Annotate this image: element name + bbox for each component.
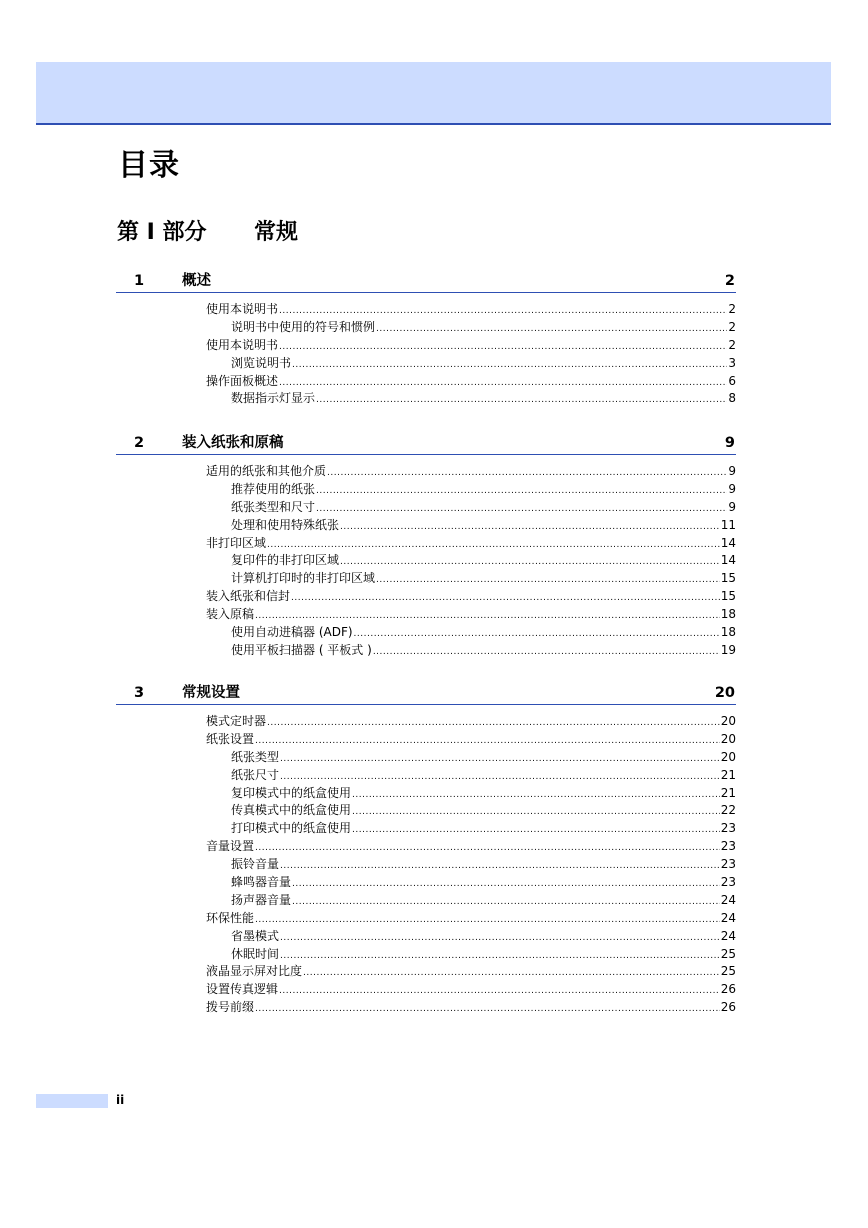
dot-leader <box>340 554 720 572</box>
chapter-heading[interactable] <box>116 270 736 293</box>
toc-entry-page: 23 <box>720 857 736 872</box>
toc-entry[interactable] <box>116 481 736 499</box>
toc-entry-title: 装入纸张和信封 <box>206 589 291 604</box>
chapter-heading[interactable] <box>116 432 736 455</box>
dot-leader <box>292 876 720 894</box>
dot-leader <box>316 392 727 410</box>
toc-entry-title: 使用本说明书 <box>206 302 279 316</box>
toc-entry-page: 23 <box>720 821 736 836</box>
toc-entry-title: 操作面板概述 <box>206 373 279 388</box>
toc-entry[interactable] <box>116 517 736 535</box>
toc-entry[interactable] <box>116 874 736 892</box>
toc-entry[interactable] <box>116 802 736 820</box>
chapter-page: 2 <box>724 273 735 289</box>
toc-entry-page: 14 <box>720 535 736 550</box>
chapter-title: 常规设置 <box>182 685 240 701</box>
chapter-1 <box>116 270 736 408</box>
toc-entry-title: 纸张类型 <box>231 749 280 764</box>
footer-bar <box>36 1094 108 1108</box>
toc-entry[interactable] <box>116 319 736 337</box>
toc-entry-page: 18 <box>720 625 736 640</box>
chapter-3 <box>116 682 736 1017</box>
dot-leader <box>255 1001 720 1019</box>
toc-entry-title: 浏览说明书 <box>231 355 292 370</box>
toc-entry[interactable] <box>116 570 736 588</box>
toc-entry-page: 3 <box>728 355 736 370</box>
toc-entry-page: 8 <box>728 391 736 406</box>
chapter-number: 1 <box>134 273 145 289</box>
entry-list <box>116 463 736 660</box>
page-number: ii <box>116 1093 125 1107</box>
toc-entry[interactable] <box>116 820 736 838</box>
dot-leader <box>352 804 720 822</box>
toc-entry[interactable] <box>116 981 736 999</box>
toc-entry-title: 使用本说明书 <box>206 337 279 352</box>
toc-entry-title: 打印模式中的纸盒使用 <box>231 821 352 836</box>
toc-entry[interactable] <box>116 999 736 1017</box>
dot-leader <box>280 948 720 966</box>
chapter-title: 装入纸张和原稿 <box>182 435 284 451</box>
toc-entry-page: 24 <box>720 892 736 907</box>
toc-entry[interactable] <box>116 963 736 981</box>
dot-leader <box>255 733 720 751</box>
toc-entry[interactable] <box>116 463 736 481</box>
dot-leader <box>280 930 720 948</box>
toc-entry-title: 扬声器音量 <box>231 892 292 907</box>
dot-leader <box>352 787 720 805</box>
toc-entry-title: 传真模式中的纸盒使用 <box>231 803 352 818</box>
part-name: 常规 <box>254 220 299 245</box>
toc-entry-title: 休眠时间 <box>231 946 280 961</box>
toc-entry[interactable] <box>116 624 736 642</box>
toc-entry-page: 9 <box>728 464 736 478</box>
toc-entry-title: 复印模式中的纸盒使用 <box>231 785 352 800</box>
chapter-2 <box>116 432 736 660</box>
toc-entry-title: 液晶显示屏对比度 <box>206 964 303 979</box>
toc-entry[interactable] <box>116 355 736 373</box>
toc-entry[interactable] <box>116 606 736 624</box>
toc-entry-title: 纸张类型和尺寸 <box>231 499 316 514</box>
toc-entry[interactable] <box>116 749 736 767</box>
dot-leader <box>291 590 720 608</box>
toc-entry-title: 使用平板扫描器 ( 平板式 ) <box>231 642 372 657</box>
toc-entry-page: 24 <box>720 928 736 943</box>
toc-entry-title: 设置传真逻辑 <box>206 982 279 997</box>
dot-leader <box>292 894 720 912</box>
dot-leader <box>267 715 720 733</box>
toc-entry-title: 拨号前缀 <box>206 1000 255 1015</box>
toc-entry[interactable] <box>116 373 736 391</box>
dot-leader <box>279 983 720 1001</box>
dot-leader <box>327 465 727 483</box>
toc-entry-page: 20 <box>720 714 736 728</box>
toc-entry-page: 14 <box>720 553 736 568</box>
chapter-page: 20 <box>714 685 735 701</box>
toc-entry-page: 23 <box>720 875 736 890</box>
toc-entry[interactable] <box>116 301 736 319</box>
dot-leader <box>303 965 720 983</box>
toc-entry-page: 21 <box>720 785 736 800</box>
toc-entry[interactable] <box>116 713 736 731</box>
toc-entry-title: 纸张设置 <box>206 731 255 746</box>
chapter-number: 2 <box>134 435 145 451</box>
toc-entry[interactable] <box>116 892 736 910</box>
toc-entry[interactable] <box>116 910 736 928</box>
toc-entry-title: 使用自动进稿器 (ADF) <box>231 625 353 640</box>
dot-leader <box>292 357 727 375</box>
toc-entry-page: 11 <box>720 517 736 532</box>
toc-entry-page: 2 <box>728 319 736 334</box>
toc-entry-title: 复印件的非打印区域 <box>231 553 340 568</box>
dot-leader <box>255 840 720 858</box>
toc-entry-title: 数据指示灯显示 <box>231 391 316 406</box>
toc-entry[interactable] <box>116 928 736 946</box>
toc-entry-title: 纸张尺寸 <box>231 767 280 782</box>
toc-entry-page: 6 <box>728 373 736 388</box>
toc-entry[interactable] <box>116 731 736 749</box>
toc-entry-page: 23 <box>720 839 736 854</box>
toc-entry-page: 20 <box>720 731 736 746</box>
toc-entry[interactable] <box>116 552 736 570</box>
toc-entry-page: 19 <box>720 642 736 657</box>
dot-leader <box>376 321 727 339</box>
toc-entry[interactable] <box>116 588 736 606</box>
dot-leader <box>352 822 720 840</box>
toc-entry-title: 环保性能 <box>206 910 255 925</box>
toc-entry-title: 振铃音量 <box>231 857 280 872</box>
toc-entry[interactable] <box>116 535 736 553</box>
chapter-heading[interactable] <box>116 682 736 705</box>
toc-entry-page: 2 <box>728 337 736 352</box>
dot-leader <box>376 572 720 590</box>
toc-entry[interactable] <box>116 337 736 355</box>
toc-entry-page: 20 <box>720 749 736 764</box>
dot-leader <box>354 626 720 644</box>
entry-list <box>116 713 736 1017</box>
toc-entry-page: 25 <box>720 964 736 979</box>
toc-entry-title: 蜂鸣器音量 <box>231 875 292 890</box>
toc-entry-page: 9 <box>728 481 736 496</box>
toc-entry-title: 模式定时器 <box>206 714 267 728</box>
toc-entry-title: 计算机打印时的非打印区域 <box>231 571 376 586</box>
toc-entry-page: 24 <box>720 910 736 925</box>
chapter-page: 9 <box>724 435 735 451</box>
dot-leader <box>280 751 720 769</box>
toc-entry-page: 18 <box>720 607 736 622</box>
page-title: 目录 <box>118 148 180 183</box>
dot-leader <box>316 483 727 501</box>
dot-leader <box>373 644 720 662</box>
toc-entry-title: 推荐使用的纸张 <box>231 481 316 496</box>
toc-entry-page: 26 <box>720 982 736 997</box>
toc-entry-page: 25 <box>720 946 736 961</box>
toc-entry[interactable] <box>116 946 736 964</box>
dot-leader <box>340 519 720 537</box>
dot-leader <box>280 858 720 876</box>
toc-entry-title: 装入原稿 <box>206 607 255 622</box>
toc-entry[interactable] <box>116 390 736 408</box>
header-band <box>36 62 831 125</box>
dot-leader <box>279 375 727 393</box>
toc-entry-page: 9 <box>728 499 736 514</box>
toc-entry[interactable] <box>116 767 736 785</box>
entry-list <box>116 301 736 408</box>
dot-leader <box>255 912 720 930</box>
part-title <box>117 217 298 249</box>
toc-entry-title: 说明书中使用的符号和惯例 <box>231 319 376 334</box>
toc-entry[interactable] <box>116 499 736 517</box>
toc-entry-title: 适用的纸张和其他介质 <box>206 464 327 478</box>
toc-entry-title: 处理和使用特殊纸张 <box>231 517 340 532</box>
toc-entry-page: 15 <box>720 571 736 586</box>
toc-entry[interactable] <box>116 856 736 874</box>
toc-entry-page: 21 <box>720 767 736 782</box>
toc-entry[interactable] <box>116 838 736 856</box>
chapter-number: 3 <box>134 685 145 701</box>
toc-entry-page: 22 <box>720 803 736 818</box>
toc-entry-title: 音量设置 <box>206 839 255 854</box>
dot-leader <box>279 339 727 357</box>
toc-entry-title: 非打印区域 <box>206 535 267 550</box>
toc-entry[interactable] <box>116 642 736 660</box>
toc-entry-page: 15 <box>720 589 736 604</box>
toc-entry[interactable] <box>116 785 736 803</box>
chapter-title: 概述 <box>182 273 211 289</box>
dot-leader <box>316 501 727 519</box>
part-label: 第 I 部分 <box>117 220 207 245</box>
toc-entry-title: 省墨模式 <box>231 928 280 943</box>
toc-entry-page: 2 <box>728 302 736 316</box>
toc-entry-page: 26 <box>720 1000 736 1015</box>
